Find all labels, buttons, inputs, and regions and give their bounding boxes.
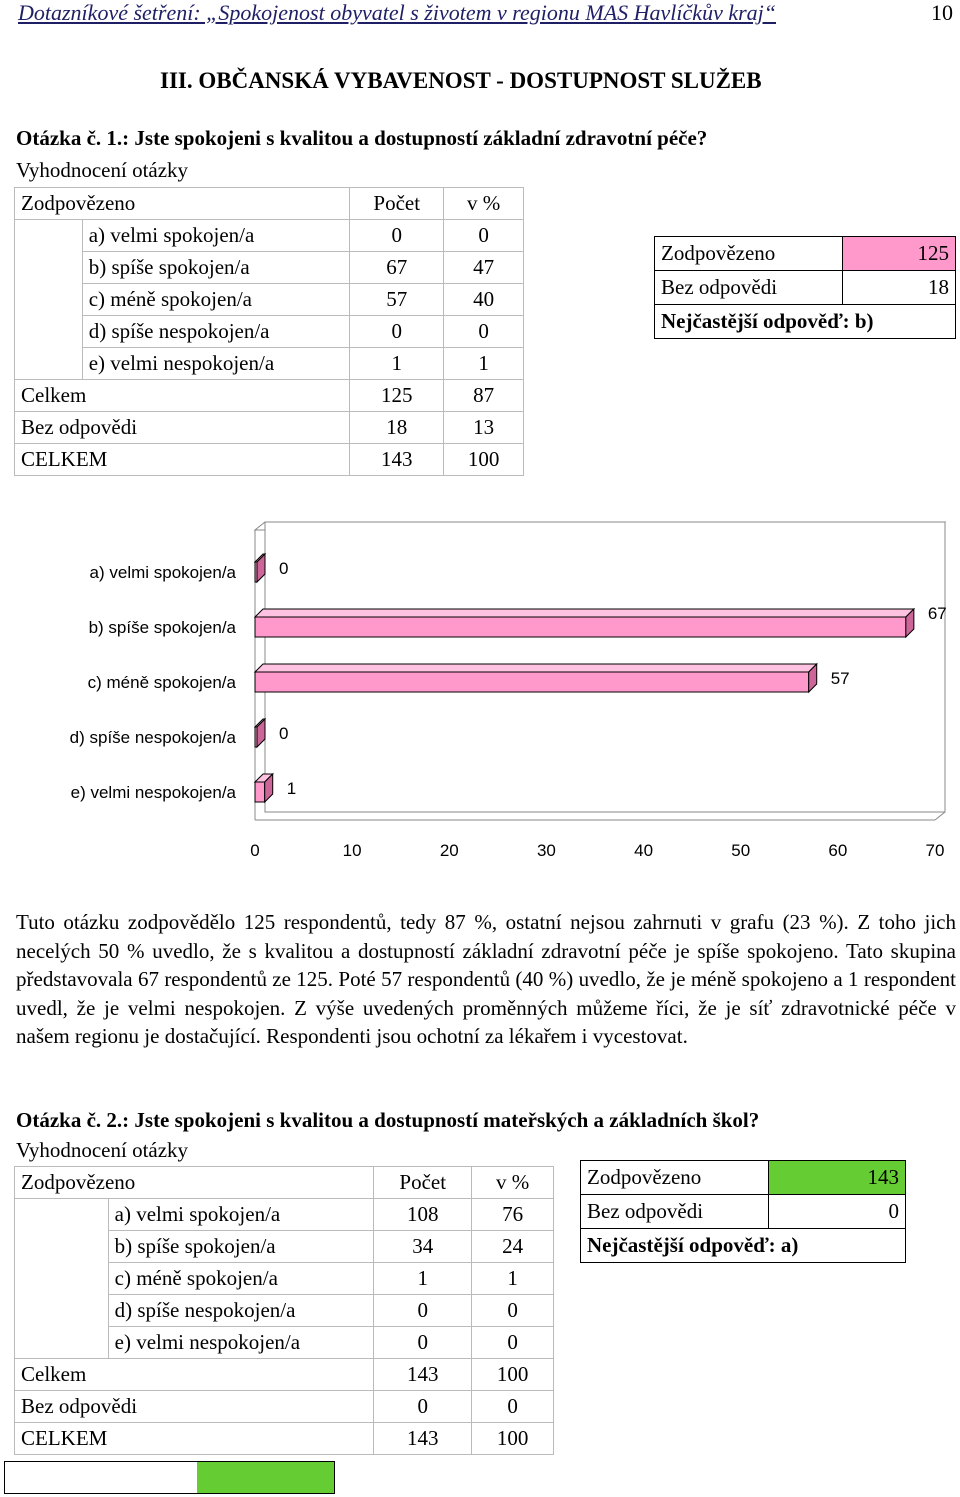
total-label: Bez odpovědi (15, 1391, 374, 1423)
question-1-summary (654, 236, 956, 339)
row-percent: 40 (444, 284, 524, 316)
table-row (15, 1199, 554, 1231)
total-label: Celkem (15, 380, 350, 412)
y-category-label: c) méně spokojen/a (87, 673, 236, 692)
row-count: 0 (350, 220, 444, 252)
row-label: b) spíše spokojen/a (108, 1231, 374, 1263)
row-count: 34 (374, 1231, 472, 1263)
total-count: 18 (350, 412, 444, 444)
summary-no-answer-label: Bez odpovědi (581, 1195, 769, 1229)
summary-answered-value: 143 (768, 1161, 905, 1195)
bar (255, 617, 906, 637)
row-percent: 0 (472, 1327, 554, 1359)
row-label: b) spíše spokojen/a (82, 252, 350, 284)
question-2-subtitle: Vyhodnocení otázky (16, 1138, 189, 1162)
header-percent: v % (444, 188, 524, 220)
x-tick-label: 0 (250, 841, 260, 860)
total-percent: 0 (472, 1391, 554, 1423)
question-2-title: Otázka č. 2.: Jste spokojeni s kvalitou a dostupností mateřských a základních škol? (16, 1108, 760, 1132)
row-count: 0 (350, 316, 444, 348)
table-row (15, 1327, 554, 1359)
x-tick-label: 20 (439, 841, 459, 860)
total-count: 125 (350, 380, 444, 412)
x-tick-label: 30 (536, 841, 556, 860)
row-label: d) spíše nespokojen/a (82, 316, 350, 348)
total-count: 0 (374, 1391, 472, 1423)
summary-no-answer-value: 18 (842, 271, 955, 305)
row-label: a) velmi spokojen/a (108, 1199, 374, 1231)
y-category-label: d) spíše nespokojen/a (69, 728, 236, 747)
row-percent: 1 (444, 348, 524, 380)
bar-data-label: 67 (927, 604, 947, 623)
x-tick-label: 70 (925, 841, 945, 860)
row-count: 1 (350, 348, 444, 380)
summary-answered-value: 125 (842, 237, 955, 271)
header-answered: Zodpovězeno (15, 188, 350, 220)
bar-data-label: 0 (279, 559, 289, 578)
bar-top-face (255, 609, 914, 617)
table-row (15, 284, 524, 316)
row-label: a) velmi spokojen/a (82, 220, 350, 252)
summary-most-common: Nejčastější odpověď: b) (655, 305, 956, 339)
summary-no-answer-value: 0 (768, 1195, 905, 1229)
row-percent: 0 (472, 1295, 554, 1327)
table-total-row (15, 444, 524, 476)
total-count: 143 (350, 444, 444, 476)
question-2-table (14, 1166, 554, 1455)
bar-data-label: 57 (830, 669, 850, 688)
table-row (15, 1295, 554, 1327)
page-number: 10 (931, 0, 953, 25)
header-percent: v % (472, 1167, 554, 1199)
table-header-row (15, 188, 524, 220)
page-header-title: Dotazníkové šetření: „Spokojenost obyvatel s životem v regionu MAS Havlíčkův kraj“ (18, 0, 777, 25)
table-row (15, 220, 524, 252)
total-percent: 13 (444, 412, 524, 444)
row-percent: 24 (472, 1231, 554, 1263)
total-count: 143 (374, 1423, 472, 1455)
table-header-row (15, 1167, 554, 1199)
row-count: 57 (350, 284, 444, 316)
summary-answered-label: Zodpovězeno (581, 1161, 769, 1195)
x-tick-label: 50 (731, 841, 751, 860)
question-1-table (14, 187, 524, 476)
table-row (15, 1231, 554, 1263)
total-percent: 100 (472, 1423, 554, 1455)
table-row (15, 1263, 554, 1295)
row-label: c) méně spokojen/a (82, 284, 350, 316)
y-category-label: b) spíše spokojen/a (88, 618, 236, 637)
row-label: e) velmi nespokojen/a (82, 348, 350, 380)
row-count: 1 (374, 1263, 472, 1295)
question-1-subtitle: Vyhodnocení otázky (16, 158, 189, 182)
x-tick-label: 10 (342, 841, 362, 860)
summary-no-answer-label: Bez odpovědi (655, 271, 843, 305)
total-percent: 87 (444, 380, 524, 412)
bar-data-label: 1 (286, 779, 297, 798)
total-label: CELKEM (15, 1423, 374, 1455)
row-percent: 1 (472, 1263, 554, 1295)
bar (255, 782, 265, 802)
row-count: 0 (374, 1327, 472, 1359)
next-chart-frame (4, 1461, 198, 1494)
row-percent: 47 (444, 252, 524, 284)
section-title: III. OBČANSKÁ VYBAVENOST - DOSTUPNOST SLUŽEB (160, 68, 762, 93)
question-1-paragraph: Tuto otázku zodpovědělo 125 respondentů, tedy 87 %, ostatní nejsou zahrnuti v grafu (23 %). Z toho jich necelých 50 % uvedlo, že s kvalitou a dostupností základní zdravotní péče je spíše spokojeno. Tato skupina představovala 67 respondentů ze 125. Poté 57 respondentů (40 %) uvedlo, že je méně spokojeno a 1 respondent uvedl, že je velmi nespokojen. Z výše uvedených proměnných můžeme říci, že je síť zdravotnické péče v našem regionu je dostačující. Respondenti jsou ochotní za lékařem i vycestovat. (16, 910, 956, 1049)
table-row (15, 316, 524, 348)
total-label: Bez odpovědi (15, 412, 350, 444)
table-total-row (15, 1423, 554, 1455)
y-category-label: a) velmi spokojen/a (89, 563, 236, 582)
question-1-title: Otázka č. 1.: Jste spokojeni s kvalitou a dostupností základní zdravotní péče? (16, 126, 708, 150)
total-percent: 100 (444, 444, 524, 476)
row-count: 108 (374, 1199, 472, 1231)
bar-data-label: 0 (279, 724, 289, 743)
bar-top-face (255, 664, 817, 672)
row-count: 0 (374, 1295, 472, 1327)
row-count: 67 (350, 252, 444, 284)
summary-answered-label: Zodpovězeno (655, 237, 843, 271)
x-tick-label: 60 (828, 841, 848, 860)
bar (255, 672, 809, 692)
row-label: d) spíše nespokojen/a (108, 1295, 374, 1327)
y-category-label: e) velmi nespokojen/a (70, 783, 236, 802)
header-answered: Zodpovězeno (15, 1167, 374, 1199)
total-label: CELKEM (15, 444, 350, 476)
row-percent: 0 (444, 316, 524, 348)
table-total-row (15, 1359, 554, 1391)
row-label: c) méně spokojen/a (108, 1263, 374, 1295)
question-1-bar-chart (0, 520, 960, 890)
table-total-row (15, 1391, 554, 1423)
total-label: Celkem (15, 1359, 374, 1391)
header-count: Počet (374, 1167, 472, 1199)
table-row (15, 348, 524, 380)
row-percent: 76 (472, 1199, 554, 1231)
row-label: e) velmi nespokojen/a (108, 1327, 374, 1359)
total-percent: 100 (472, 1359, 554, 1391)
total-count: 143 (374, 1359, 472, 1391)
table-row (15, 252, 524, 284)
x-tick-label: 40 (634, 841, 654, 860)
table-total-row (15, 380, 524, 412)
row-percent: 0 (444, 220, 524, 252)
next-chart-bar-swatch (197, 1461, 335, 1494)
table-total-row (15, 412, 524, 444)
header-count: Počet (350, 188, 444, 220)
summary-most-common: Nejčastější odpověď: a) (581, 1229, 906, 1263)
question-2-summary (580, 1160, 906, 1263)
